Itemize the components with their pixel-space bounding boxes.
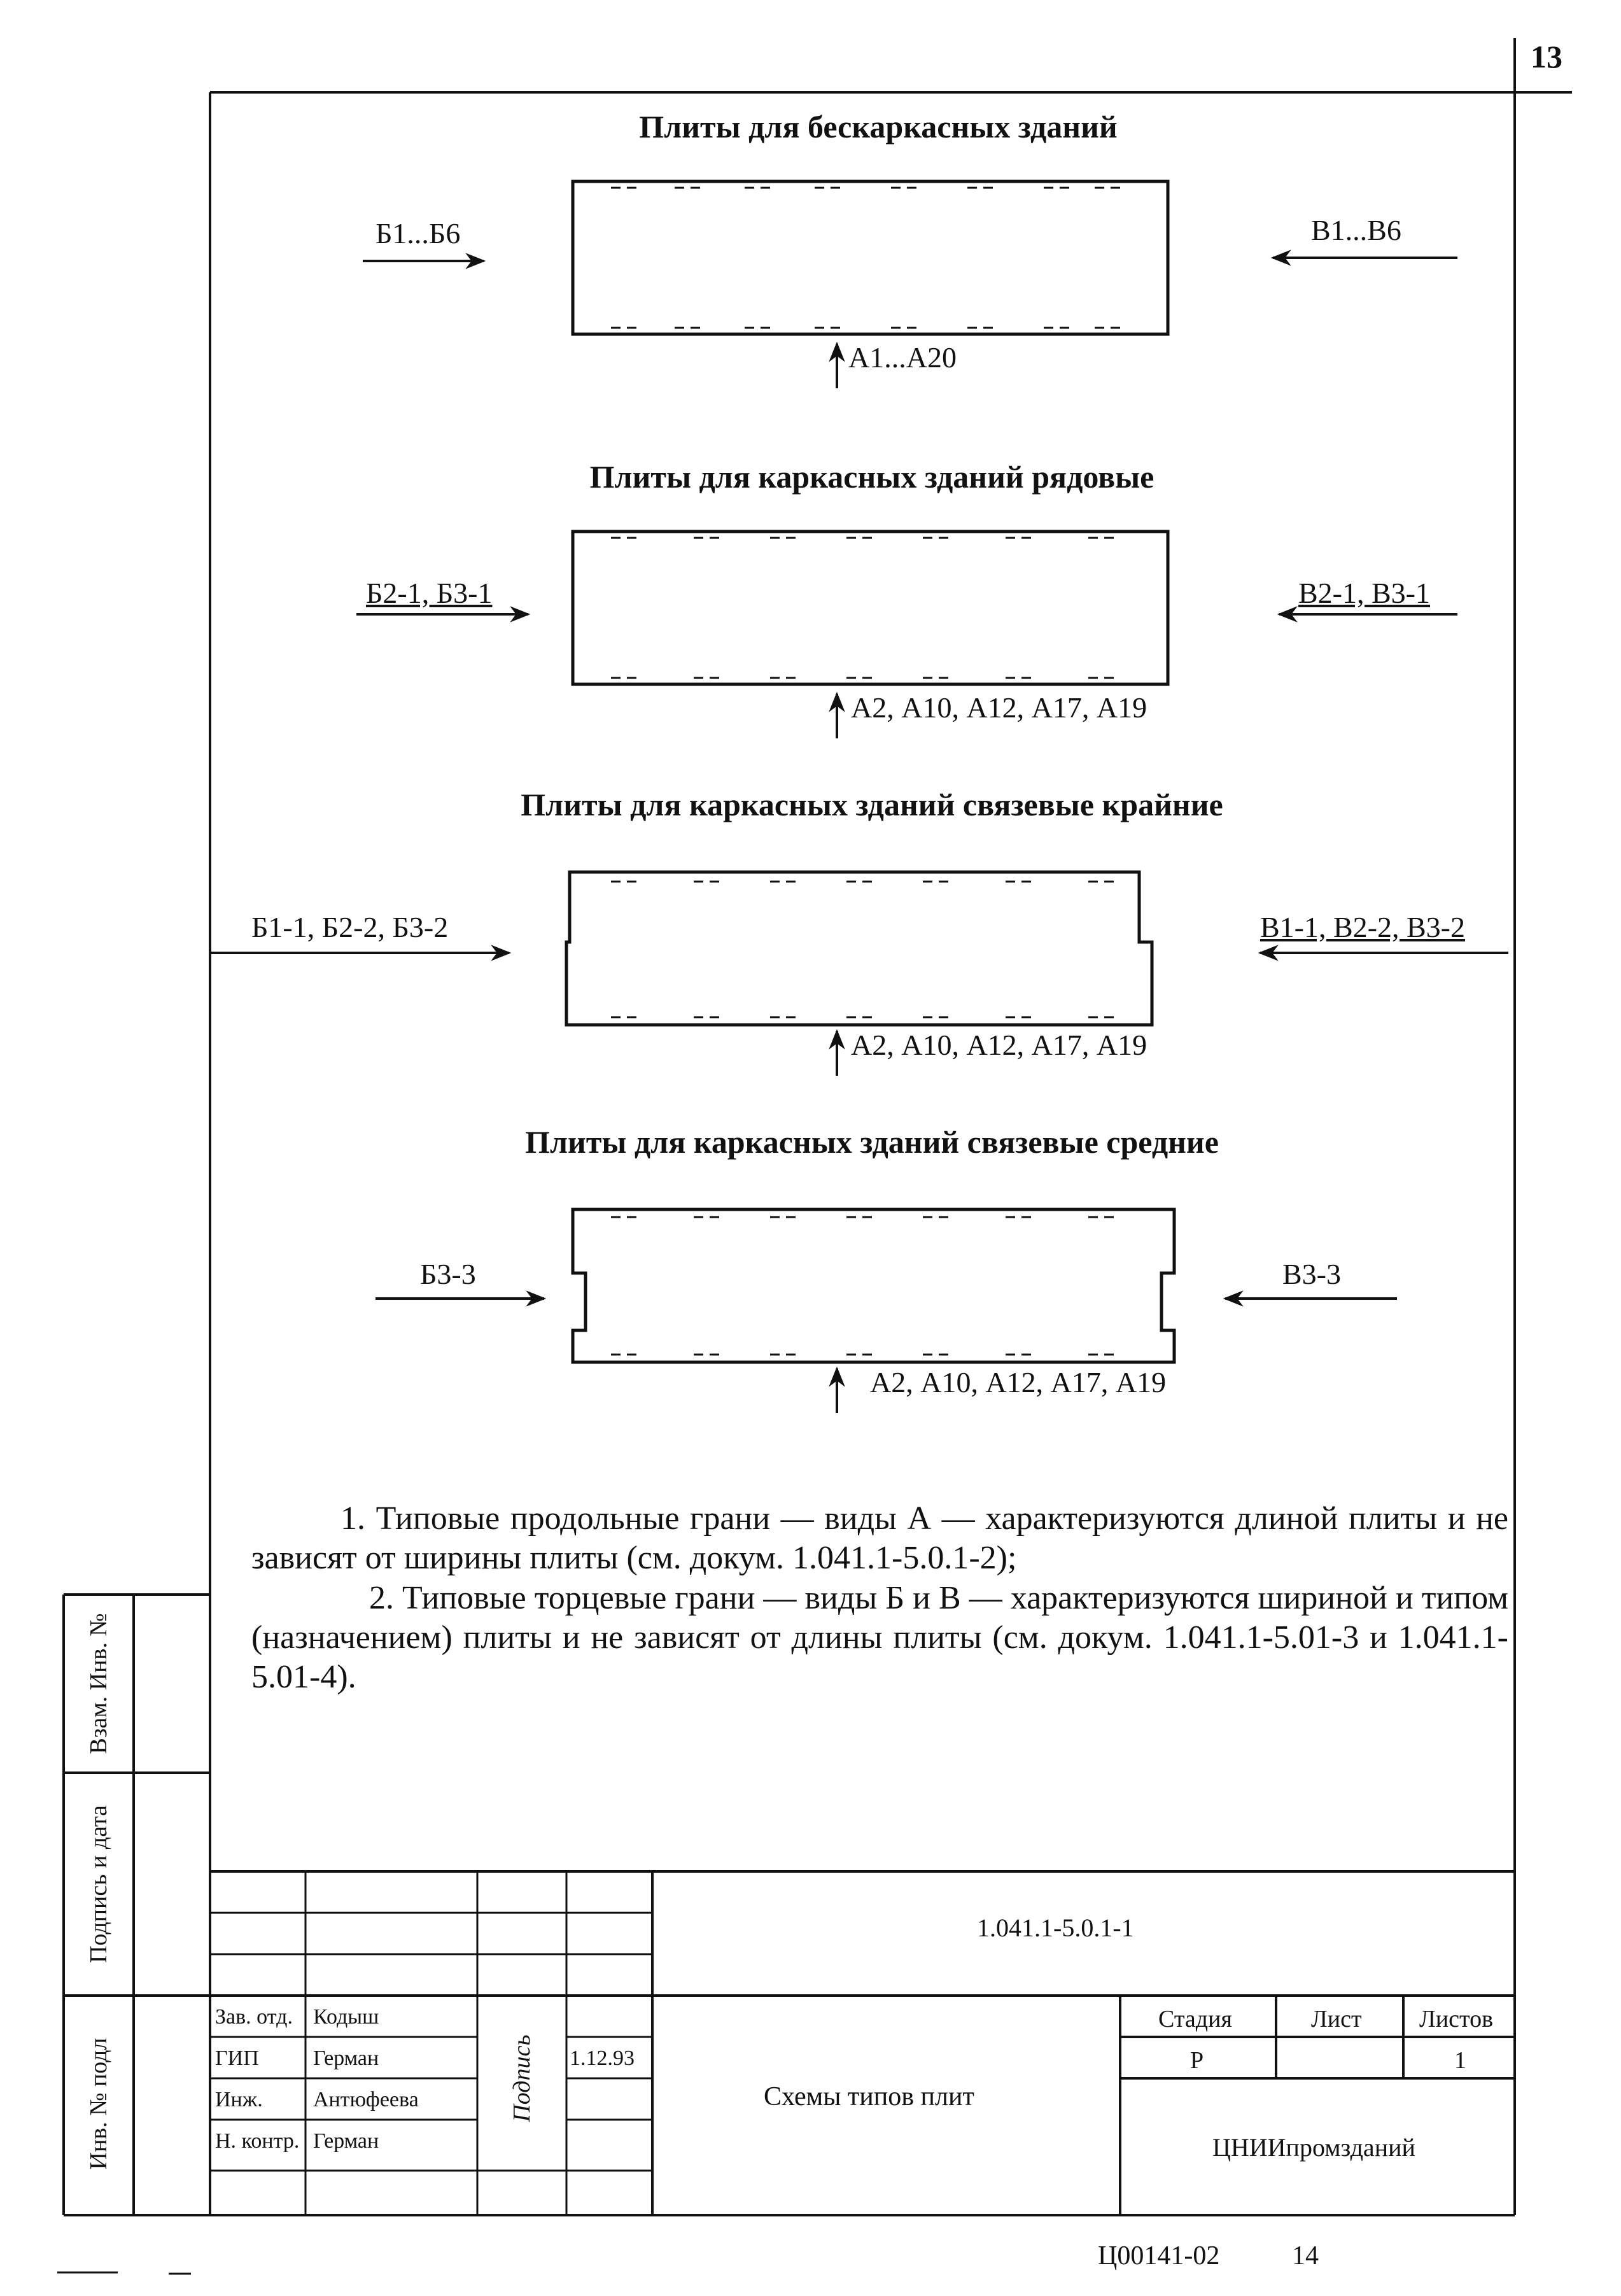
- left-label-2: Б2-1, Б3-1: [366, 577, 493, 609]
- name-2: Герман: [313, 2046, 379, 2070]
- section-title-1: Плиты для бескаркасных зданий: [639, 109, 1118, 144]
- right-label-4: В3-3: [1282, 1258, 1341, 1290]
- role-2: ГИП: [215, 2046, 259, 2070]
- right-label-3: В1-1, В2-2, В3-2: [1260, 911, 1465, 943]
- stage-header: Стадия: [1158, 2006, 1232, 2032]
- role-1: Зав. отд.: [215, 2005, 293, 2029]
- sheets-value: 1: [1454, 2047, 1466, 2074]
- bottom-label-2: А2, А10, А12, А17, А19: [851, 691, 1147, 724]
- note-2: 2. Типовые торцевые грани — виды Б и В — характеризуются шириной и типом (назначением) плиты и не зависят от длины плиты (см. докум. 1.041.1-5.01-3 и 1.041.1-5.01-4).: [251, 1580, 1508, 1695]
- name-1: Кодыш: [313, 2005, 379, 2029]
- left-label-1: Б1...Б6: [375, 217, 461, 250]
- organization: ЦНИИпромзданий: [1212, 2133, 1415, 2162]
- bottom-label-1: А1...А20: [848, 341, 957, 374]
- side-label-podpis-data: Подпись и дата: [85, 1805, 112, 1964]
- footer-code: Ц00141-02: [1098, 2241, 1220, 2271]
- left-label-4: Б3-3: [420, 1258, 476, 1290]
- section-title-3: Плиты для каркасных зданий связевые крайние: [521, 787, 1223, 822]
- sheet-header: Лист: [1311, 2006, 1362, 2032]
- role-3: Инж.: [215, 2088, 263, 2111]
- sheets-header: Листов: [1419, 2006, 1494, 2032]
- signature-header: Подпись: [509, 2034, 535, 2122]
- section-title-2: Плиты для каркасных зданий рядовые: [589, 459, 1154, 495]
- doc-code: 1.041.1-5.0.1-1: [977, 1913, 1134, 1942]
- footer-page: 14: [1292, 2241, 1319, 2271]
- page-number: 13: [1531, 39, 1562, 74]
- bottom-label-3: А2, А10, А12, А17, А19: [851, 1029, 1147, 1061]
- sheet-title: Схемы типов плит: [764, 2082, 974, 2111]
- note-1: 1. Типовые продольные грани — виды А — характеризуются длиной плиты и не зависят от ширины плиты (см. докум. 1.041.1-5.0.1-2);: [251, 1500, 1508, 1576]
- date: 1.12.93: [570, 2046, 635, 2070]
- side-label-vzam-inv: Взам. Инв. №: [85, 1613, 112, 1754]
- section-title-4: Плиты для каркасных зданий связевые средние: [525, 1124, 1219, 1160]
- right-label-1: В1...В6: [1311, 214, 1401, 246]
- stage-value: Р: [1190, 2047, 1204, 2074]
- left-label-3: Б1-1, Б2-2, Б3-2: [251, 911, 449, 943]
- name-4: Герман: [313, 2129, 379, 2153]
- right-label-2: В2-1, В3-1: [1298, 577, 1430, 609]
- name-3: Антюфеева: [313, 2088, 419, 2111]
- role-4: Н. контр.: [215, 2129, 300, 2153]
- bottom-label-4: А2, А10, А12, А17, А19: [870, 1366, 1167, 1398]
- side-label-inv-podl: Инв. № подл: [85, 2038, 112, 2170]
